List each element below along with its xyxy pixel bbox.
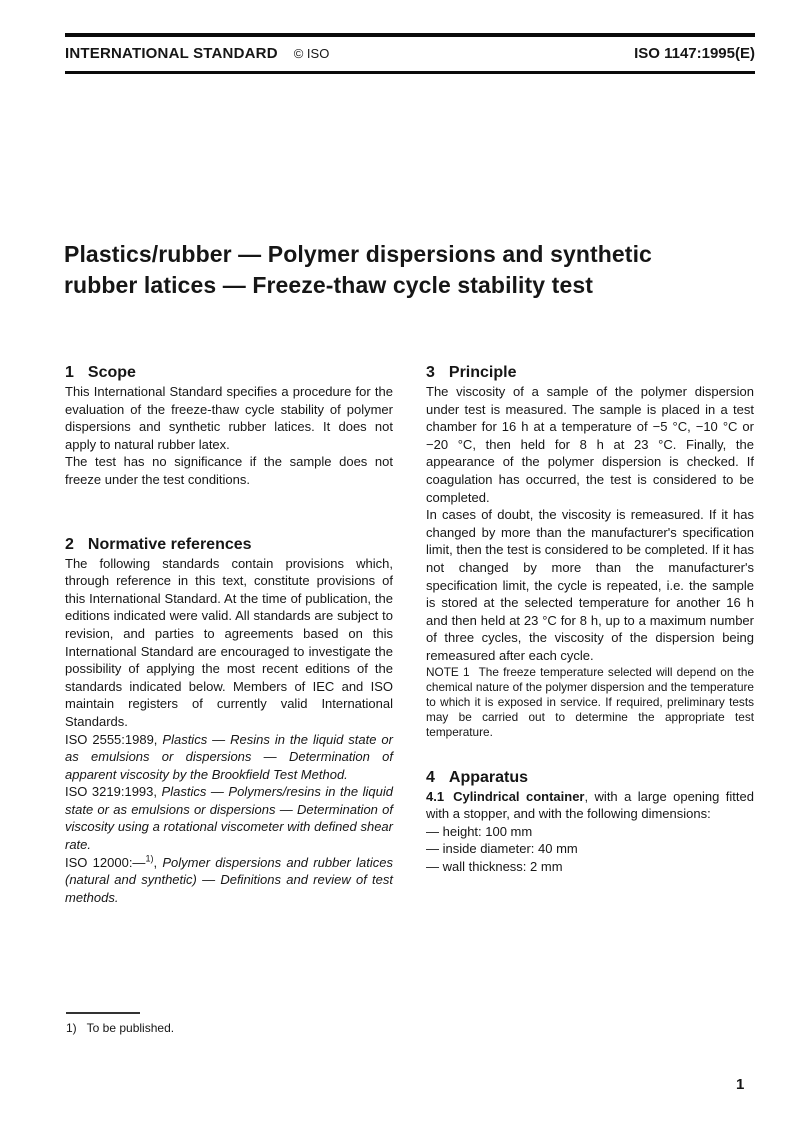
section-4-number: 4 — [426, 768, 435, 786]
reference-iso-12000 — [65, 854, 393, 907]
dimension-item-inside-diameter: — inside diameter: 40 mm — [426, 841, 578, 857]
reference-iso-2555-label: ISO 2555:1989, — [65, 731, 158, 747]
right-column — [426, 363, 754, 906]
body-columns — [65, 363, 755, 906]
apparatus-item-number: 4.1 — [426, 788, 445, 804]
footnote-marker: 1) — [66, 1021, 77, 1035]
note-1-text: The freeze temperature selected will depend on the chemical nature of the polymer dispersion and the temperature to which it is exposed in service. If required, preliminary tests may be carried out to determine the appropriate test temperature. — [426, 664, 755, 739]
document-title-line-1: Plastics/rubber — Polymer dispersions and synthetic — [64, 241, 652, 267]
section-3-number: 3 — [426, 364, 435, 381]
section-3-heading — [426, 363, 754, 383]
header-bar — [65, 45, 755, 62]
apparatus-item-name: Cylindrical container — [453, 788, 585, 804]
reference-iso-3219-label: ISO 3219:1993, — [65, 784, 157, 800]
reference-iso-2555-title: Plastics — Resins in the liquid state or as emulsions or dispersions — Determination of apparent viscosity by the Brookfield Test Method. — [65, 731, 393, 782]
apparatus-item-description: , with a large opening fitted with a stopper, and with the following dimensions: — [426, 788, 754, 822]
section-1-title: Scope — [87, 364, 136, 381]
footnote-marker-superscript: 1) — [145, 853, 154, 864]
section-1-heading — [65, 363, 393, 383]
normative-paragraph: The following standards contain provisions which, through reference in this text, constitute provisions of this International Standard. At the time of publication, the editions indicated were valid. All standards are subject to revision, and parties to agreements based on this International Standard are encouraged to investigate the possibility of applying the most recent editions of the standards indicated below. Members of IEC and ISO maintain registers of currently valid International Standards. — [65, 555, 393, 729]
international-standard-label: INTERNATIONAL STANDARD — [65, 45, 278, 62]
header-rule-top — [65, 33, 755, 37]
standard-reference-number: ISO 1147:1995(E) — [634, 45, 755, 62]
dimension-item-height: — height: 100 mm — [426, 823, 533, 839]
section-2-heading — [65, 535, 393, 555]
section-4-title: Apparatus — [448, 768, 529, 786]
dimension-item-wall-thickness: — wall thickness: 2 mm — [426, 858, 563, 874]
reference-iso-3219 — [65, 783, 393, 853]
document-title — [64, 239, 652, 301]
section-4-heading — [426, 768, 754, 788]
note-1 — [426, 665, 754, 740]
page-number: 1 — [736, 1076, 745, 1093]
principle-paragraph-2: In cases of doubt, the viscosity is remeasured. If it has changed by more than the manufacturer's specification limit, then the test is considered to be completed. If it has not changed by more than the manufacturer's specification limit, the cycle is repeated, i.e. the sample is stored at the selected temperature for another 16 h and then held at 23 °C for 8 h, up to a maximum number of three cycles, the viscosity of the dispersion being remeasured after each cycle. — [426, 507, 754, 663]
left-column — [65, 363, 393, 906]
section-2-title: Normative references — [87, 535, 252, 553]
footnote-text: To be published. — [86, 1021, 175, 1035]
apparatus-item-4-1 — [426, 788, 754, 823]
note-1-label: NOTE 1 — [426, 664, 470, 679]
header-rule-bottom — [65, 71, 755, 74]
section-2-number: 2 — [65, 535, 74, 553]
footnote — [66, 1012, 174, 1036]
section-3-title: Principle — [448, 364, 517, 381]
reference-iso-2555 — [65, 731, 393, 784]
footnote-rule — [66, 1012, 140, 1014]
section-1-number: 1 — [65, 364, 74, 381]
principle-paragraph-1: The viscosity of a sample of the polymer dispersion under test is measured. The sample is placed in a test chamber for 16 h at a temperature of −5 °C, −10 °C or −20 °C, then held for 8 h at 23 °C. Finally, the appearance of the polymer dispersion is checked. If coagulation has occurred, the test is considered to be completed. — [426, 384, 754, 505]
copyright-iso-label: © ISO — [293, 46, 330, 61]
scope-paragraph-1: This International Standard specifies a procedure for the evaluation of the freeze-thaw cycle stability of polymer dispersions and synthetic rubber latices. It does not apply to natural rubber latex. — [65, 384, 393, 452]
reference-iso-12000-title: Polymer dispersions and rubber latices (natural and synthetic) — Definitions and review of test methods. — [65, 854, 393, 905]
reference-iso-12000-label: ISO 12000:— — [65, 854, 146, 870]
document-title-line-2: rubber latices — Freeze-thaw cycle stability test — [64, 272, 593, 298]
header-left-group — [65, 45, 329, 62]
reference-iso-3219-title: Plastics — Polymers/resins in the liquid state or as emulsions or dispersions — Determination of viscosity using a rotational viscometer with defined shear rate. — [65, 784, 394, 853]
reference-iso-12000-comma: , — [153, 854, 158, 870]
scope-paragraph-2: The test has no significance if the sample does not freeze under the test conditions. — [65, 454, 393, 487]
